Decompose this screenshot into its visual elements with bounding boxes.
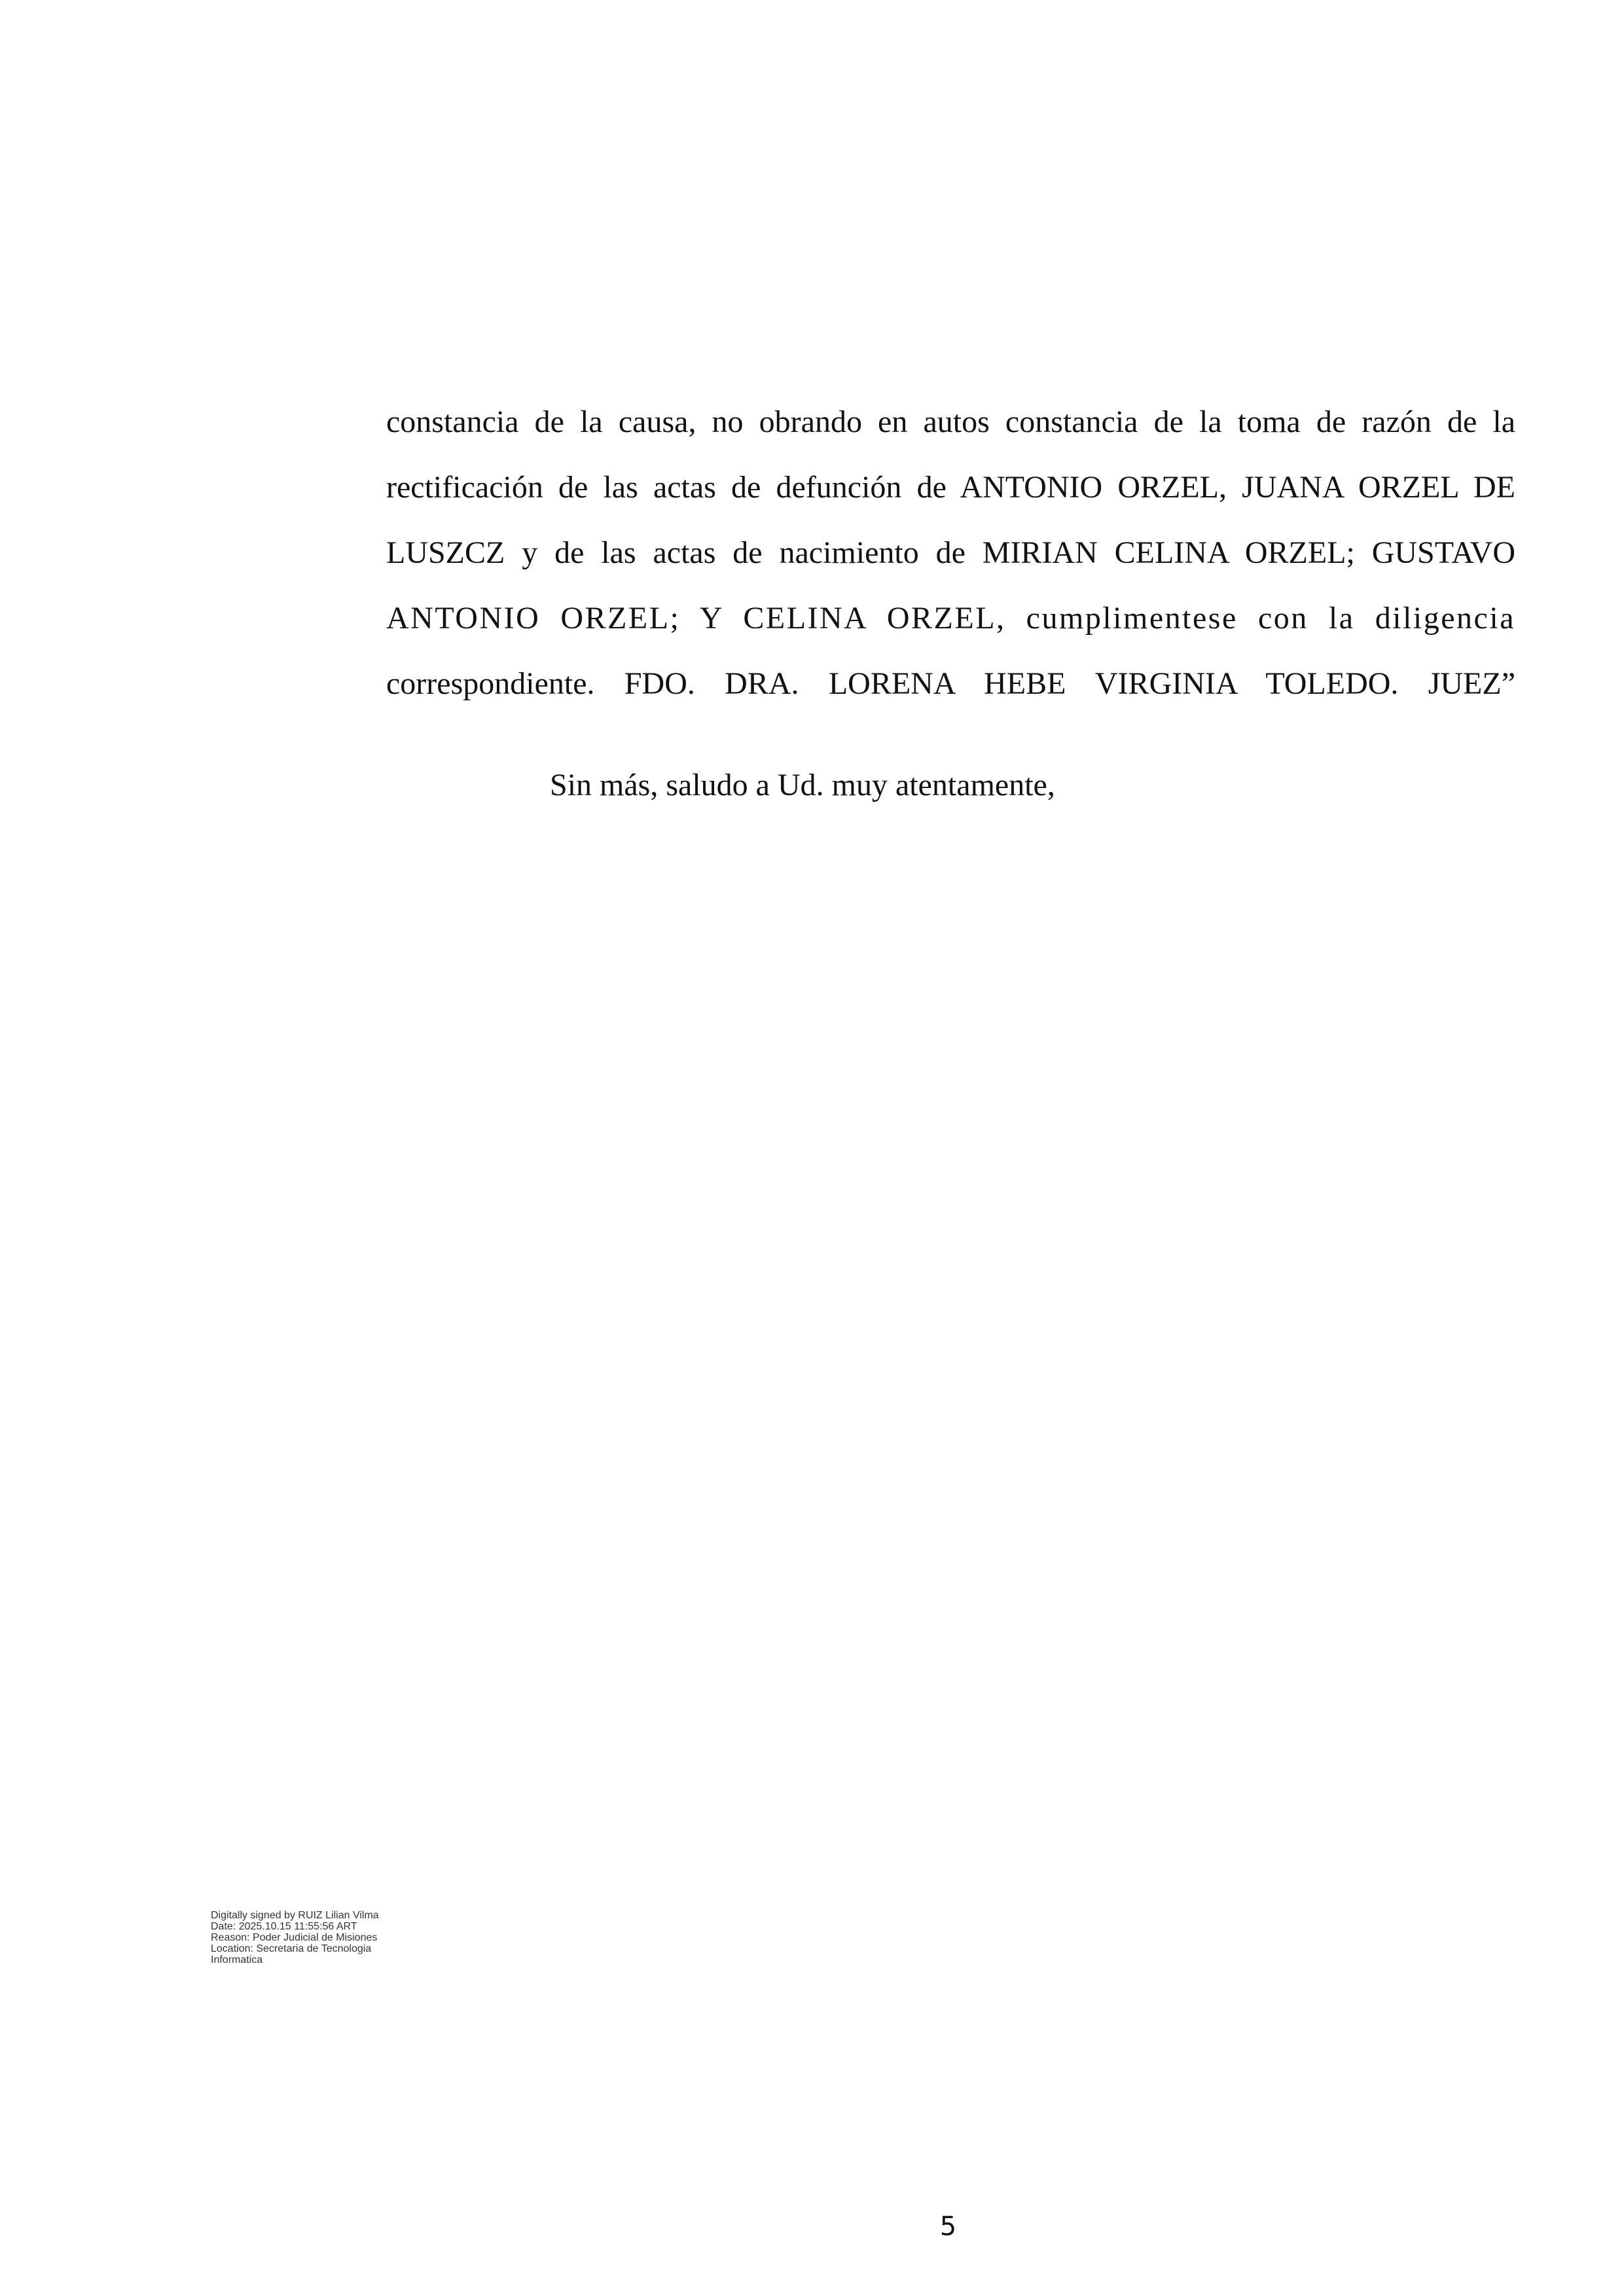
body-line: correspondiente. FDO. DRA. LORENA HEBE VIRGINIA TOLEDO. JUEZ”	[386, 666, 1515, 701]
digital-signature-block	[211, 1910, 460, 1965]
body-line: ANTONIO ORZEL; Y CELINA ORZEL, cumplimentese con la diligencia	[386, 601, 1515, 636]
signature-reason-line: Reason: Poder Judicial de Misiones	[211, 1932, 378, 1943]
body-line: LUSZCZ y de las actas de nacimiento de MIRIAN CELINA ORZEL; GUSTAVO	[386, 535, 1515, 570]
body-line: rectificación de las actas de defunción de ANTONIO ORZEL, JUANA ORZEL DE	[386, 470, 1515, 505]
body-paragraph	[386, 389, 1515, 717]
signature-date-line: Date: 2025.10.15 11:55:56 ART	[211, 1921, 357, 1932]
closing-salutation: Sin más, saludo a Ud. muy atentamente,	[550, 768, 1055, 802]
signature-signer-line: Digitally signed by RUIZ Lilian Vilma	[211, 1910, 379, 1921]
signature-location-line: Location: Secretaria de Tecnologia	[211, 1943, 372, 1954]
body-line: constancia de la causa, no obrando en autos constancia de la toma de razón de la	[386, 404, 1515, 439]
page-number: 5	[939, 2212, 957, 2242]
signature-location-continued-line: Informatica	[211, 1954, 263, 1965]
